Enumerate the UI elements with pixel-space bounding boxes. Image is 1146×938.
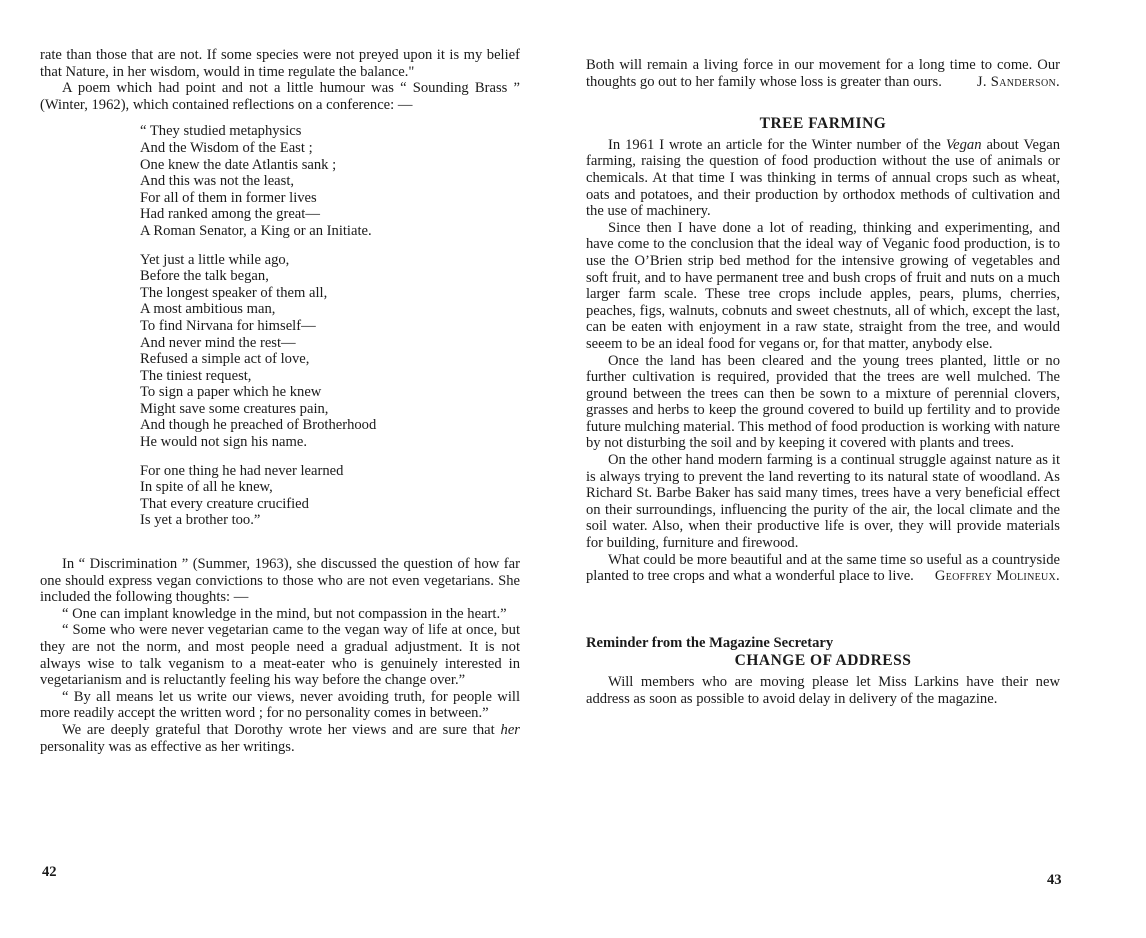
poem-line: Had ranked among the great— bbox=[140, 206, 320, 223]
poem-line: A most ambitious man, bbox=[140, 301, 276, 318]
article-paragraph: Once the land has been cleared and the young trees planted, little or no further cultivation is required, provided that the trees are well mulched. The ground between the trees can then be sown to a mixture of perennial clovers, grasses and herbs to keep the ground covered to build up fertility and to provide future mulching material. This method of food production is working with nature by not disturbing the soil and by keeping it covered with plants and trees. bbox=[586, 352, 1060, 452]
poem-line: He would not sign his name. bbox=[140, 434, 308, 451]
continuation-paragraph: Both will remain a living force in our movement for a long time to come. Our thoughts go out to her family whose loss is greater than ours. bbox=[586, 57, 1060, 90]
poem-line: And though he preached of Brotherhood bbox=[140, 417, 377, 434]
poem-line: Might save some creatures pain, bbox=[140, 400, 329, 417]
continuation-paragraph: rate than those that are not. If some species were not preyed upon it is my belief that Nature, in her wisdom, would in time regulate the balance." bbox=[40, 47, 520, 80]
article-paragraph: On the other hand modern farming is a continual struggle against nature as it is always trying to prevent the land reverting to its natural state of woodland. As Richard St. Barbe Baker has said many times, trees have a very beneficial effect on their surroundings, influencing the purity of the air, the local climate and the soil water. Also, when their productive life is over, they will provide materials for building, furniture and firewood. bbox=[586, 452, 1060, 552]
right-text-column bbox=[586, 57, 1060, 707]
reminder-title: CHANGE OF ADDRESS bbox=[734, 652, 912, 670]
poem-line: To find Nirvana for himself— bbox=[140, 317, 316, 334]
reminder-label: Reminder from the Magazine Secretary bbox=[586, 634, 834, 651]
author-signature: J. Sanderson. bbox=[976, 73, 1060, 90]
quote-paragraph: “ By all means let us write our views, never avoiding truth, for people will more readily accept the written word ; for no personality comes in between.” bbox=[40, 688, 520, 722]
closing-paragraph: We are deeply grateful that Dorothy wrote her views and are sure that her personality was as effective as her writings. bbox=[40, 721, 520, 755]
quote-paragraph: “ Some who were never vegetarian came to the vegan way of life at once, but they are not the norm, and most people need a gradual adjustment. It is not always wise to talk veganism to a meat-eater who is genuinely interested in vegetarianism and is reluctantly feeling his way before the change over.” bbox=[40, 622, 520, 689]
page-number: 42 bbox=[42, 864, 57, 880]
poem-line: Is yet a brother too.” bbox=[140, 512, 261, 529]
poem-line: And this was not the least, bbox=[140, 173, 295, 190]
poem-line: The longest speaker of them all, bbox=[140, 284, 328, 301]
left-text-column bbox=[40, 47, 520, 755]
poem-line: In spite of all he knew, bbox=[140, 479, 273, 496]
poem-stanza bbox=[140, 123, 520, 239]
poem-line: For one thing he had never learned bbox=[140, 462, 344, 479]
page-number: 43 bbox=[1047, 872, 1062, 888]
poem-line: For all of them in former lives bbox=[140, 189, 317, 206]
poem-line: Yet just a little while ago, bbox=[140, 251, 290, 268]
poem-line: Refused a simple act of love, bbox=[140, 351, 310, 368]
poem-stanza bbox=[140, 463, 520, 529]
article-paragraph: Since then I have done a lot of reading, thinking and experimenting, and have come to the conclusion that the ideal way of Veganic food production, is to use the O’Brien strip bed method for the intensive growing of vegetables and soft fruit, and to have permanent tree and bush crops of fruit and nuts on a much larger farm scale. These tree crops include apples, pears, plums, cherries, peaches, figs, walnuts, cobnuts and sweet chestnuts, all of which, except the last, can be eaten with enjoyment in a raw state, straight from the tree, and would seeem to be an ideal food for vegans or, for that matter, anybody else. bbox=[586, 219, 1060, 352]
poem-line: A Roman Senator, a King or an Initiate. bbox=[140, 222, 372, 239]
article-paragraph: What could be more beautiful and at the same time so useful as a countryside planted to tree crops and what a wonderful place to live. bbox=[586, 551, 1060, 585]
poem-line: And the Wisdom of the East ; bbox=[140, 139, 313, 156]
poem-sounding-brass bbox=[140, 123, 520, 529]
poem-line: That every creature crucified bbox=[140, 495, 309, 512]
article-paragraph: In 1961 I wrote an article for the Winter number of the Vegan about Vegan farming, raising the question of food production without the use of animals or chemicals. At that time I was thinking in terms of annual crops such as wheat, oats and potatoes, and their production by orthodox methods of cultivation and the use of machinery. bbox=[586, 136, 1060, 220]
discrimination-paragraph: In “ Discrimination ” (Summer, 1963), she discussed the question of how far one should express vegan convictions to those who are not even vegetarians. She included the following thoughts: — bbox=[40, 556, 520, 606]
poem-line: “ They studied metaphysics bbox=[140, 123, 302, 140]
author-signature: Geoffrey Molineux. bbox=[934, 568, 1060, 585]
right-page bbox=[573, 0, 1146, 938]
poem-line: The tiniest request, bbox=[140, 367, 252, 384]
poem-line: Before the talk began, bbox=[140, 268, 269, 285]
quote-paragraph: “ One can implant knowledge in the mind, but not compassion in the heart.” bbox=[62, 605, 507, 622]
poem-line: One knew the date Atlantis sank ; bbox=[140, 156, 337, 173]
article-title: TREE FARMING bbox=[759, 115, 887, 133]
poem-stanza bbox=[140, 252, 520, 451]
reminder-paragraph: Will members who are moving please let Miss Larkins have their new address as soon as possible to avoid delay in delivery of the magazine. bbox=[586, 674, 1060, 707]
poem-intro-paragraph: A poem which had point and not a little humour was “ Sounding Brass ” (Winter, 1962), which contained reflections on a conference: — bbox=[40, 80, 520, 113]
poem-line: To sign a paper which he knew bbox=[140, 384, 322, 401]
poem-line: And never mind the rest— bbox=[140, 334, 296, 351]
